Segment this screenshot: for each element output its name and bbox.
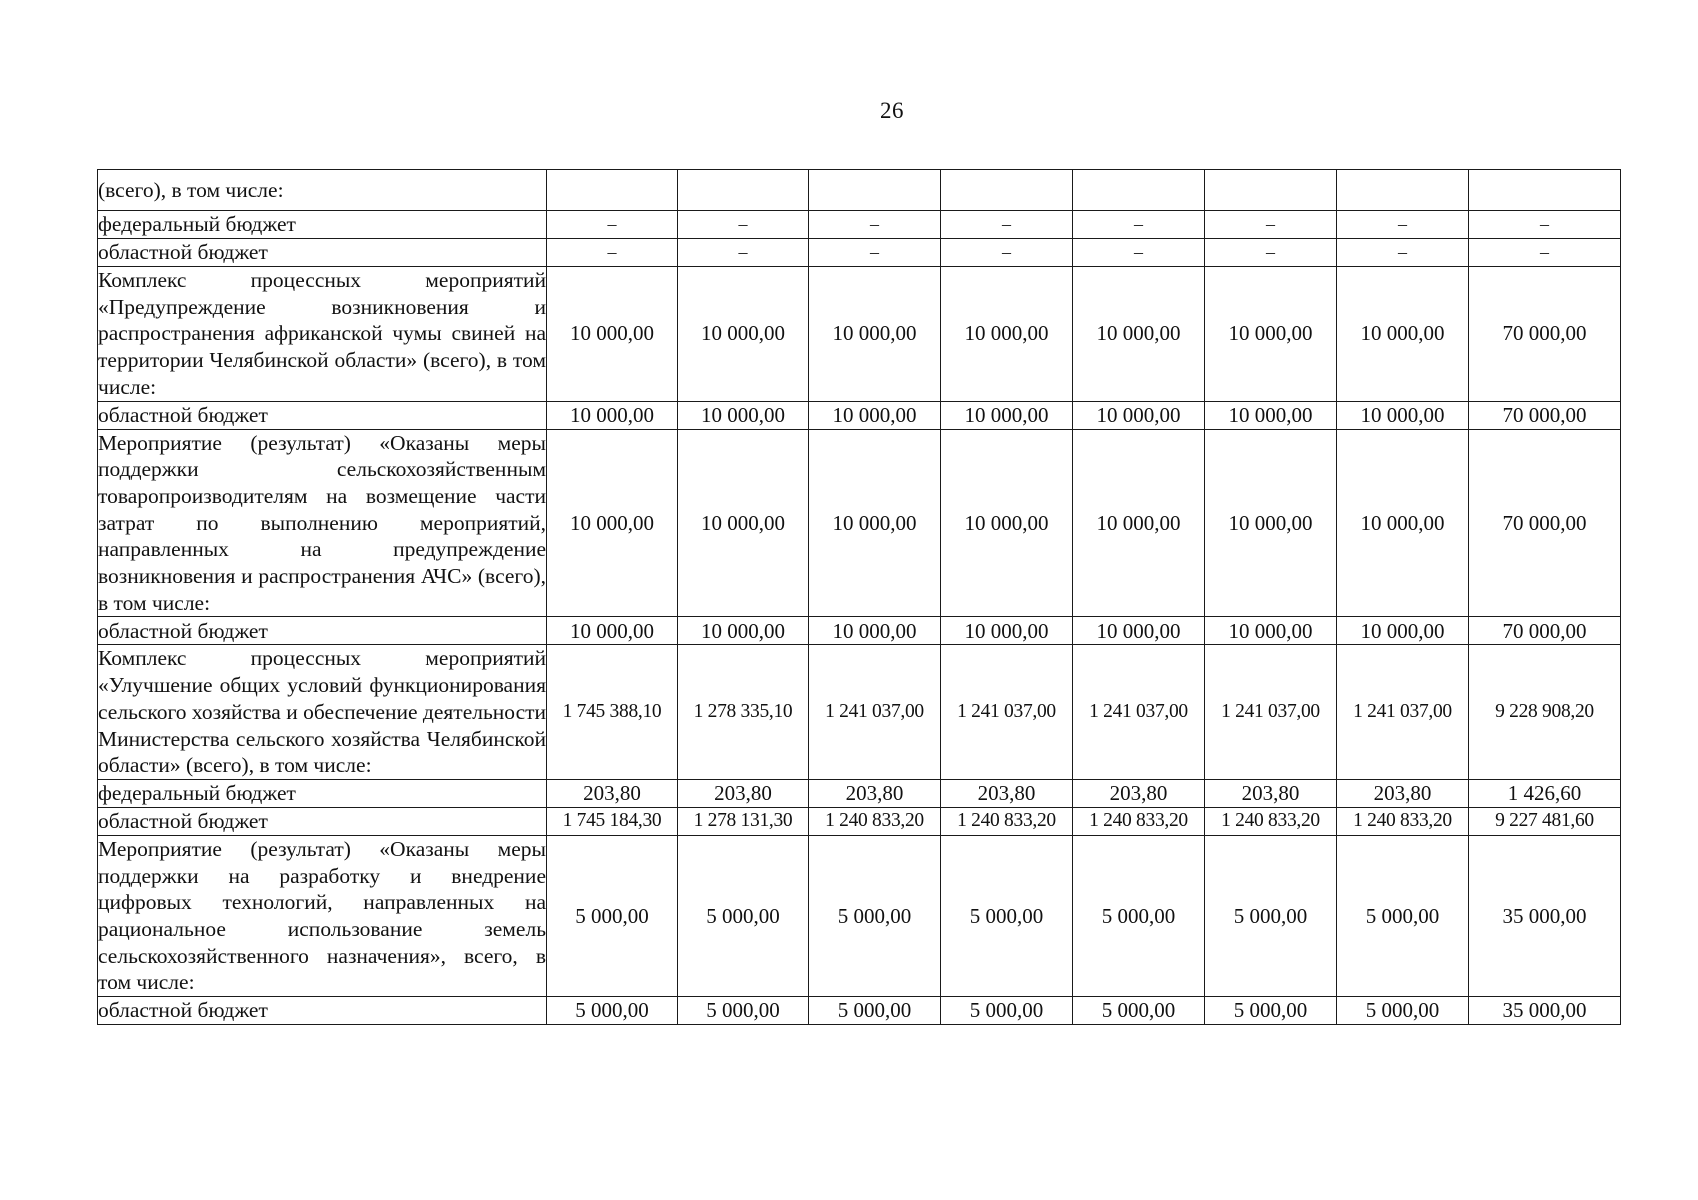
value-cell: 10 000,00 bbox=[809, 617, 941, 645]
value-cell bbox=[941, 170, 1073, 211]
table-row bbox=[98, 267, 1621, 402]
value-cell: – bbox=[547, 239, 678, 267]
value-cell: 10 000,00 bbox=[1205, 429, 1337, 617]
value-cell: 10 000,00 bbox=[1337, 267, 1469, 402]
value-cell: 5 000,00 bbox=[547, 997, 678, 1025]
value-cell: 1 240 833,20 bbox=[1337, 807, 1469, 835]
value-cell: 1 240 833,20 bbox=[809, 807, 941, 835]
table-row bbox=[98, 807, 1621, 835]
row-label: Комплекс процессных мероприятий «Предупреждение возникновения и распространения африканской чумы свиней на территории Челябинской области» (всего), в том числе: bbox=[98, 267, 547, 402]
value-cell: 10 000,00 bbox=[678, 429, 809, 617]
value-cell: 5 000,00 bbox=[1205, 997, 1337, 1025]
value-cell: – bbox=[809, 239, 941, 267]
value-cell: – bbox=[1073, 211, 1205, 239]
value-cell: – bbox=[678, 239, 809, 267]
value-cell: 10 000,00 bbox=[547, 401, 678, 429]
row-label: областной бюджет bbox=[98, 401, 547, 429]
total-cell: – bbox=[1469, 239, 1621, 267]
value-cell: – bbox=[1337, 239, 1469, 267]
table-row bbox=[98, 997, 1621, 1025]
value-cell: 10 000,00 bbox=[941, 401, 1073, 429]
value-cell bbox=[1337, 170, 1469, 211]
value-cell: 1 278 131,30 bbox=[678, 807, 809, 835]
value-cell: 203,80 bbox=[1073, 779, 1205, 807]
value-cell: 10 000,00 bbox=[547, 429, 678, 617]
total-cell: 35 000,00 bbox=[1469, 835, 1621, 996]
value-cell: – bbox=[678, 211, 809, 239]
value-cell: 10 000,00 bbox=[1073, 401, 1205, 429]
table-row bbox=[98, 779, 1621, 807]
value-cell: 5 000,00 bbox=[1205, 835, 1337, 996]
row-label: Мероприятие (результат) «Оказаны меры поддержки сельскохозяйственным товаропроизводителям на возмещение части затрат по выполнению мероприятий, направленных на предупреждение возникновения и распространения АЧС» (всего), в том числе: bbox=[98, 429, 547, 617]
row-label: федеральный бюджет bbox=[98, 779, 547, 807]
value-cell bbox=[678, 170, 809, 211]
value-cell: 10 000,00 bbox=[809, 429, 941, 617]
value-cell: – bbox=[1337, 211, 1469, 239]
value-cell: 1 241 037,00 bbox=[1073, 645, 1205, 780]
row-label: областной бюджет bbox=[98, 807, 547, 835]
value-cell: 1 240 833,20 bbox=[1073, 807, 1205, 835]
total-cell: 70 000,00 bbox=[1469, 267, 1621, 402]
total-cell: 9 228 908,20 bbox=[1469, 645, 1621, 780]
value-cell: 10 000,00 bbox=[1205, 267, 1337, 402]
value-cell: – bbox=[1205, 211, 1337, 239]
total-cell: – bbox=[1469, 211, 1621, 239]
table-row bbox=[98, 645, 1621, 780]
table-row bbox=[98, 835, 1621, 996]
value-cell: 203,80 bbox=[1337, 779, 1469, 807]
value-cell: 10 000,00 bbox=[678, 401, 809, 429]
value-cell: 10 000,00 bbox=[547, 267, 678, 402]
value-cell: 10 000,00 bbox=[1337, 401, 1469, 429]
value-cell: – bbox=[547, 211, 678, 239]
value-cell: 10 000,00 bbox=[941, 267, 1073, 402]
value-cell: 10 000,00 bbox=[547, 617, 678, 645]
value-cell: 10 000,00 bbox=[809, 401, 941, 429]
value-cell: 1 240 833,20 bbox=[941, 807, 1073, 835]
row-label: Мероприятие (результат) «Оказаны меры поддержки на разработку и внедрение цифровых технологий, направленных на рациональное использование земель сельскохозяйственного назначения», всего, в том числе: bbox=[98, 835, 547, 996]
value-cell bbox=[1205, 170, 1337, 211]
total-cell: 70 000,00 bbox=[1469, 617, 1621, 645]
total-cell: 35 000,00 bbox=[1469, 997, 1621, 1025]
value-cell: 203,80 bbox=[1205, 779, 1337, 807]
value-cell: 203,80 bbox=[941, 779, 1073, 807]
total-cell: 70 000,00 bbox=[1469, 401, 1621, 429]
table-row bbox=[98, 429, 1621, 617]
value-cell: 203,80 bbox=[809, 779, 941, 807]
total-cell bbox=[1469, 170, 1621, 211]
value-cell bbox=[809, 170, 941, 211]
value-cell: 10 000,00 bbox=[941, 617, 1073, 645]
value-cell: 5 000,00 bbox=[941, 997, 1073, 1025]
value-cell: 1 240 833,20 bbox=[1205, 807, 1337, 835]
page-number: 26 bbox=[880, 98, 904, 123]
value-cell: 5 000,00 bbox=[1337, 997, 1469, 1025]
table-row bbox=[98, 239, 1621, 267]
row-label: Комплекс процессных мероприятий «Улучшение общих условий функционирования сельского хозяйства и обеспечение деятельности Министерства сельского хозяйства Челябинской области» (всего), в том числе: bbox=[98, 645, 547, 780]
budget-table bbox=[97, 169, 1621, 1025]
total-cell: 1 426,60 bbox=[1469, 779, 1621, 807]
value-cell: 5 000,00 bbox=[1073, 835, 1205, 996]
value-cell: 10 000,00 bbox=[1337, 429, 1469, 617]
value-cell: 10 000,00 bbox=[1073, 617, 1205, 645]
value-cell: – bbox=[1205, 239, 1337, 267]
value-cell bbox=[1073, 170, 1205, 211]
value-cell: 10 000,00 bbox=[1205, 401, 1337, 429]
value-cell: 203,80 bbox=[678, 779, 809, 807]
value-cell: – bbox=[941, 211, 1073, 239]
row-label: федеральный бюджет bbox=[98, 211, 547, 239]
value-cell: 1 241 037,00 bbox=[941, 645, 1073, 780]
value-cell: 5 000,00 bbox=[809, 997, 941, 1025]
value-cell: 10 000,00 bbox=[1073, 267, 1205, 402]
table-row bbox=[98, 401, 1621, 429]
row-label: областной бюджет bbox=[98, 239, 547, 267]
value-cell: 10 000,00 bbox=[678, 617, 809, 645]
value-cell bbox=[547, 170, 678, 211]
value-cell: 10 000,00 bbox=[1073, 429, 1205, 617]
value-cell: – bbox=[809, 211, 941, 239]
value-cell: 10 000,00 bbox=[941, 429, 1073, 617]
value-cell: – bbox=[1073, 239, 1205, 267]
value-cell: 10 000,00 bbox=[678, 267, 809, 402]
value-cell: 5 000,00 bbox=[678, 997, 809, 1025]
value-cell: 5 000,00 bbox=[1337, 835, 1469, 996]
value-cell: 203,80 bbox=[547, 779, 678, 807]
value-cell: 5 000,00 bbox=[941, 835, 1073, 996]
row-label: (всего), в том числе: bbox=[98, 170, 547, 211]
value-cell: 5 000,00 bbox=[1073, 997, 1205, 1025]
row-label: областной бюджет bbox=[98, 617, 547, 645]
row-label: областной бюджет bbox=[98, 997, 547, 1025]
value-cell: 5 000,00 bbox=[678, 835, 809, 996]
table-row bbox=[98, 617, 1621, 645]
value-cell: – bbox=[941, 239, 1073, 267]
value-cell: 10 000,00 bbox=[1205, 617, 1337, 645]
value-cell: 1 745 388,10 bbox=[547, 645, 678, 780]
value-cell: 5 000,00 bbox=[547, 835, 678, 996]
table-row bbox=[98, 170, 1621, 211]
value-cell: 1 241 037,00 bbox=[1337, 645, 1469, 780]
value-cell: 1 278 335,10 bbox=[678, 645, 809, 780]
total-cell: 70 000,00 bbox=[1469, 429, 1621, 617]
value-cell: 1 241 037,00 bbox=[1205, 645, 1337, 780]
table-row bbox=[98, 211, 1621, 239]
value-cell: 10 000,00 bbox=[809, 267, 941, 402]
value-cell: 5 000,00 bbox=[809, 835, 941, 996]
value-cell: 10 000,00 bbox=[1337, 617, 1469, 645]
budget-table-body bbox=[98, 170, 1621, 1025]
total-cell: 9 227 481,60 bbox=[1469, 807, 1621, 835]
value-cell: 1 241 037,00 bbox=[809, 645, 941, 780]
value-cell: 1 745 184,30 bbox=[547, 807, 678, 835]
